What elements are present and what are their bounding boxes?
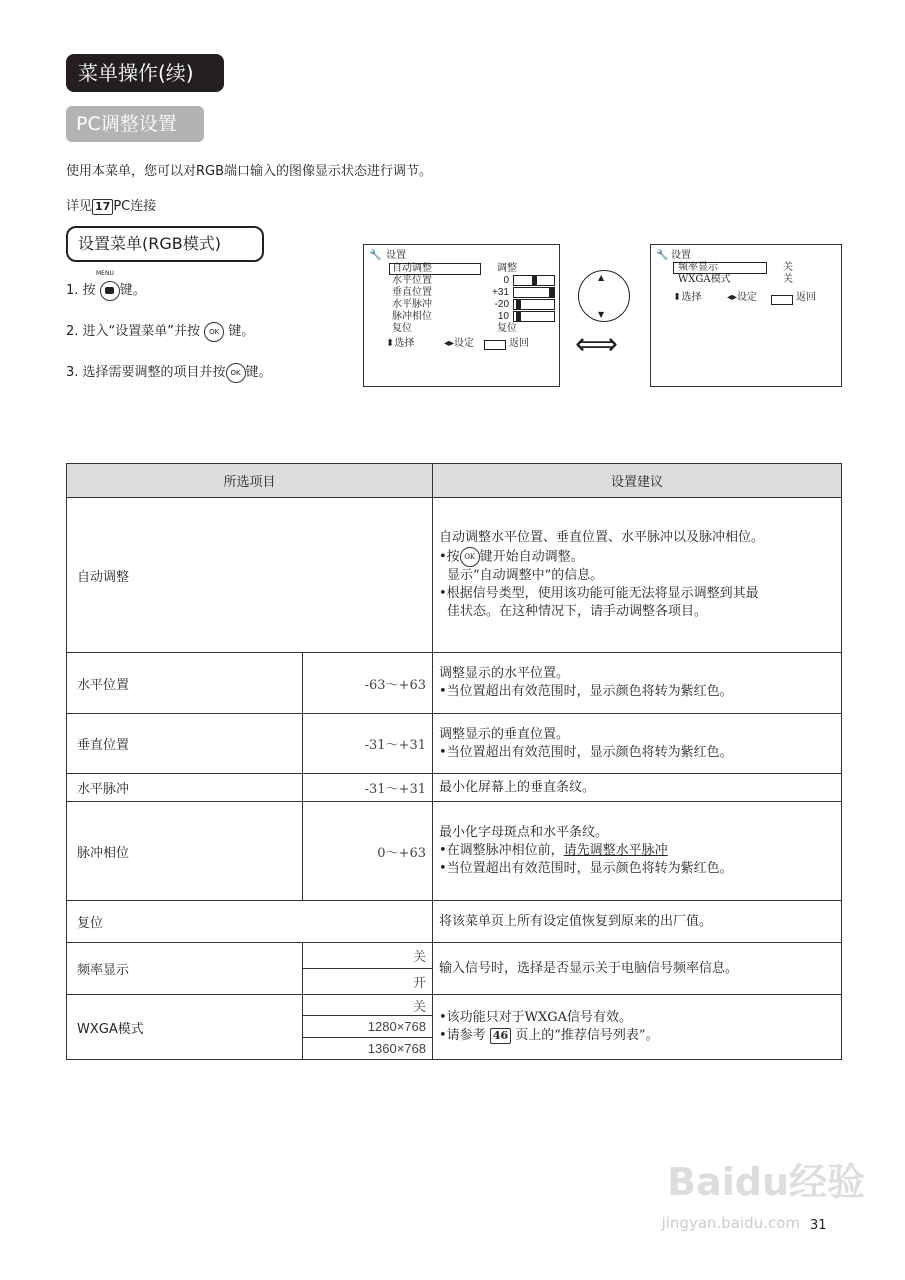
menu-item: WXGA模式 xyxy=(678,274,731,285)
menu-value: 0 xyxy=(503,275,509,286)
item-option: 1360×768 xyxy=(303,1038,433,1060)
item-name: 频率显示 xyxy=(67,943,303,995)
back-hint: 返回 xyxy=(509,338,529,349)
menu-item: 水平位置 xyxy=(392,275,432,286)
page-ref-46: 46 xyxy=(490,1028,511,1044)
ok-button-icon: OK xyxy=(204,322,224,342)
item-range: -31～+31 xyxy=(303,774,433,802)
item-option: 1280×768 xyxy=(303,1016,433,1038)
page-title: 菜单操作(续) xyxy=(66,54,224,92)
table-row xyxy=(67,995,842,1016)
table-row xyxy=(67,498,842,653)
menu-value: 复位 xyxy=(497,323,517,334)
item-name: 垂直位置 xyxy=(67,714,303,774)
wrench-icon: 🔧 xyxy=(656,250,669,261)
slider-bar xyxy=(513,299,555,310)
set-hint: ◂▸设定 xyxy=(444,338,475,349)
item-option: 关 xyxy=(303,995,433,1016)
menu-item: 垂直位置 xyxy=(392,287,432,298)
step-text: 1. 按 xyxy=(66,283,96,298)
menu-value: +31 xyxy=(492,287,509,298)
item-description: 将该菜单页上所有设定值恢复到原来的出厂值。 xyxy=(433,901,842,943)
page-number: 31 xyxy=(810,1218,827,1233)
submenu-title: 设置菜单(RGB模式) xyxy=(66,226,264,262)
item-description: •该功能只对于WXGA信号有效。 •请参考 46 页上的“推荐信号列表”。 xyxy=(433,995,842,1060)
ok-button-icon: OK xyxy=(460,547,480,567)
item-name: WXGA模式 xyxy=(67,995,303,1060)
return-key-icon xyxy=(484,340,506,350)
menu-value: 关 xyxy=(783,262,793,273)
item-range: -63～+63 xyxy=(303,653,433,714)
item-name: 水平脉冲 xyxy=(67,774,303,802)
select-hint: ⬍选择 xyxy=(673,292,702,303)
step-text: 键。 xyxy=(119,283,146,298)
item-option: 开 xyxy=(303,969,433,995)
settings-table xyxy=(66,463,842,1060)
return-key-icon xyxy=(771,295,793,305)
table-row xyxy=(67,653,842,714)
item-description: 调整显示的垂直位置。 •当位置超出有效范围时，显示颜色将转为紫红色。 xyxy=(433,714,842,774)
step-text: 3. 选择需要调整的项目并按 xyxy=(66,365,226,380)
wrench-icon: 🔧 xyxy=(369,250,382,261)
table-row xyxy=(67,943,842,969)
item-option: 关 xyxy=(303,943,433,969)
menu-item: 水平脉冲 xyxy=(392,299,432,310)
table-row xyxy=(67,714,842,774)
screen-title: 设置 xyxy=(386,250,406,261)
item-description: 调整显示的水平位置。 •当位置超出有效范围时，显示颜色将转为紫红色。 xyxy=(433,653,842,714)
item-name: 自动调整 xyxy=(67,498,433,653)
setup-screen-1 xyxy=(363,244,560,387)
screen-title: 设置 xyxy=(671,250,691,261)
select-hint: ⬍选择 xyxy=(386,338,415,349)
item-description: 最小化字母斑点和水平条纹。 •在调整脉冲相位前，请先调整水平脉冲 •当位置超出有效范围时，显示颜色将转为紫红色。 xyxy=(433,802,842,901)
setup-screen-2 xyxy=(650,244,842,387)
item-name: 水平位置 xyxy=(67,653,303,714)
item-name: 复位 xyxy=(67,901,433,943)
section-title: PC调整设置 xyxy=(66,106,204,142)
menu-label: MENU xyxy=(96,270,114,277)
navigation-dial-icon: ▲ ▼ xyxy=(578,270,630,322)
step-text: 键。 xyxy=(228,324,255,339)
ok-button-icon: OK xyxy=(226,363,246,383)
see-also-link: PC连接 xyxy=(113,199,157,214)
watermark-url: jingyan.baidu.com xyxy=(661,1214,800,1232)
menu-value: 调整 xyxy=(497,263,517,274)
item-range: 0～+63 xyxy=(303,802,433,901)
double-arrow-icon: ⟺ xyxy=(575,327,619,362)
menu-value: 关 xyxy=(783,274,793,285)
menu-button-icon xyxy=(100,281,120,301)
table-row xyxy=(67,774,842,802)
see-also-prefix: 详见 xyxy=(66,199,93,214)
watermark-logo: Baidu经验 xyxy=(667,1160,865,1204)
item-description: 最小化屏幕上的垂直条纹。 xyxy=(433,774,842,802)
slider-bar xyxy=(513,275,555,286)
slider-bar xyxy=(513,311,555,322)
set-hint: ◂▸设定 xyxy=(727,292,758,303)
column-header: 所选项目 xyxy=(67,464,433,498)
item-description: 输入信号时，选择是否显示关于电脑信号频率信息。 xyxy=(433,943,842,995)
page-ref-17: 17 xyxy=(92,199,113,215)
menu-value: -20 xyxy=(494,299,509,310)
step-1 xyxy=(66,279,146,301)
step-text: 2. 进入“设置菜单”并按 xyxy=(66,324,201,339)
step-3 xyxy=(66,361,272,383)
column-header: 设置建议 xyxy=(433,464,842,498)
table-header xyxy=(67,464,842,498)
menu-item: 脉冲相位 xyxy=(392,311,432,322)
menu-item: 复位 xyxy=(392,323,412,334)
table-row xyxy=(67,802,842,901)
item-range: -31～+31 xyxy=(303,714,433,774)
table-row xyxy=(67,901,842,943)
step-text: 键。 xyxy=(245,365,272,380)
menu-item: 自动调整 xyxy=(392,263,432,274)
item-description: 自动调整水平位置、垂直位置、水平脉冲以及脉冲相位。 •按 OK 键开始自动调整。 显示“自动调整中”的信息。 •根据信号类型，使用该功能可能无法将显示调整到其最 佳状态。在这种情况下，请手动调整各项目。 xyxy=(433,498,842,653)
slider-bar xyxy=(513,287,555,298)
intro-text: 使用本菜单，您可以对RGB端口输入的图像显示状态进行调节。 xyxy=(66,164,433,179)
step-2 xyxy=(66,320,254,342)
menu-value: 10 xyxy=(497,311,509,322)
menu-item: 频率显示 xyxy=(678,262,718,273)
back-hint: 返回 xyxy=(796,292,816,303)
see-also xyxy=(66,195,156,215)
item-name: 脉冲相位 xyxy=(67,802,303,901)
